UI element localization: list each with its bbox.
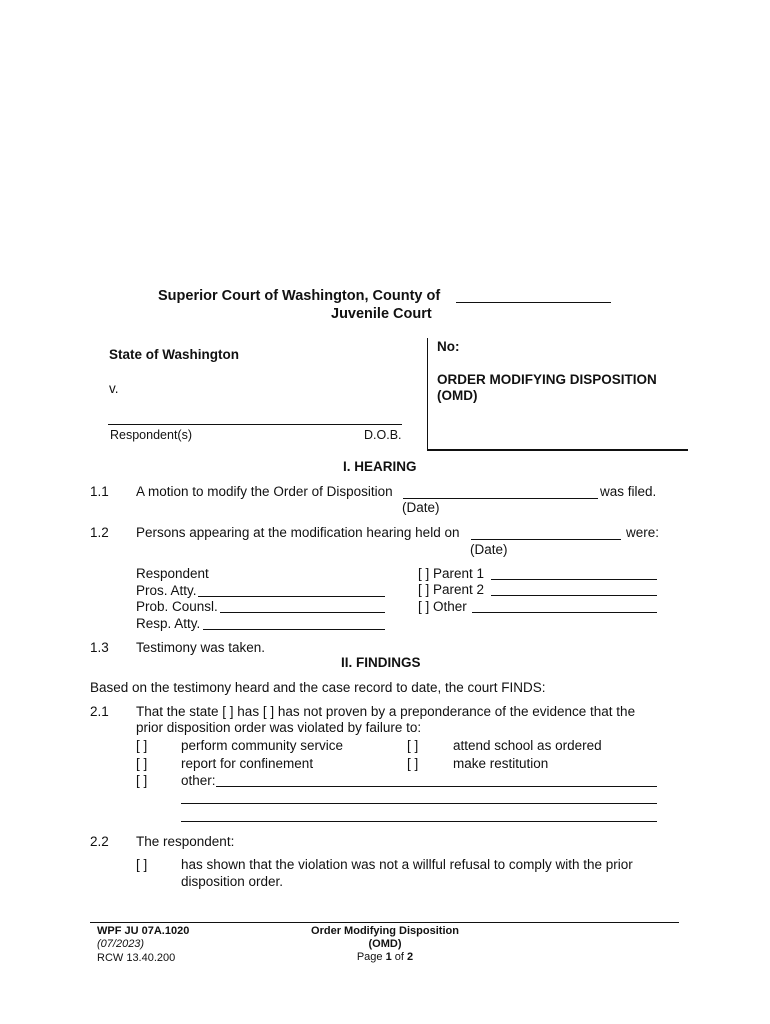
confinement-checkbox[interactable]: [ ] [136,756,148,771]
person-resp-atty: Resp. Atty. [136,616,201,631]
item-1-2-number: 1.2 [90,525,109,540]
item-1-1-number: 1.1 [90,484,109,499]
restitution-label: make restitution [453,756,549,771]
other-violation-blank-1[interactable] [216,786,657,787]
form-id: WPF JU 07A.1020 [97,925,190,937]
not-willful-label: has shown that the violation was not a willful refusal to comply with the prior [181,857,633,872]
person-pros-atty: Pros. Atty. [136,583,197,598]
community-service-label: perform community service [181,738,344,753]
court-heading: Superior Court of Washington, County of [158,288,441,304]
footer-form-title: Order Modifying Disposition [311,925,459,937]
county-blank[interactable] [456,302,611,303]
motion-date-blank[interactable] [403,498,598,499]
confinement-label: report for confinement [181,756,314,771]
parent-1-checkbox[interactable]: [ ] Parent 1 [418,566,485,581]
pros-atty-blank[interactable] [198,596,385,597]
dob-label: D.O.B. [364,428,402,442]
item-1-3-number: 1.3 [90,640,109,655]
parent-2-checkbox[interactable]: [ ] Parent 2 [418,582,485,597]
other-violation-blank-2[interactable] [181,803,657,804]
item-1-2-after: were: [626,525,660,540]
state-label: State of Washington [109,347,239,362]
footer-form-abbrev: (OMD) [368,938,402,950]
rcw-citation: RCW 13.40.200 [97,952,176,964]
other-violation-blank-3[interactable] [181,821,657,822]
other-checkbox[interactable]: [ ] Other [418,599,467,614]
not-willful-label-cont: disposition order. [181,874,284,889]
versus-label: v. [109,381,119,396]
court-subheading: Juvenile Court [331,306,432,322]
attend-school-label: attend school as ordered [453,738,602,753]
parent-1-blank[interactable] [491,579,657,580]
restitution-checkbox[interactable]: [ ] [407,756,419,771]
case-number-label: No: [437,339,460,354]
respondent-label: Respondent(s) [110,428,192,442]
item-2-1-number: 2.1 [90,704,109,719]
community-service-checkbox[interactable]: [ ] [136,738,148,753]
item-2-1-text: That the state [ ] has [ ] has not proven by a preponderance of the evidence that the [136,704,636,719]
other-violation-label: other: [181,773,216,788]
parent-2-blank[interactable] [491,595,657,596]
prob-counsl-blank[interactable] [220,612,385,613]
item-2-1-text-cont: prior disposition order was violated by failure to: [136,720,422,735]
item-2-2-text: The respondent: [136,834,235,849]
hearing-heading: I. HEARING [343,459,417,474]
person-respondent: Respondent [136,566,209,581]
other-violation-checkbox[interactable]: [ ] [136,773,148,788]
motion-date-label: (Date) [402,500,440,515]
document-title: ORDER MODIFYING DISPOSITION [437,372,657,387]
page-indicator: Page 1 of 2 [356,951,414,963]
not-willful-checkbox[interactable]: [ ] [136,857,148,872]
hearing-date-blank[interactable] [471,539,621,540]
item-2-2-number: 2.2 [90,834,109,849]
item-1-1-text: A motion to modify the Order of Disposition [136,484,393,499]
caption-bottom-rule [427,449,688,451]
other-blank[interactable] [472,612,657,613]
findings-intro: Based on the testimony heard and the case record to date, the court FINDS: [90,680,546,695]
respondent-blank[interactable] [108,424,402,425]
document-title-abbrev: (OMD) [437,388,478,403]
item-1-2-text: Persons appearing at the modification hearing held on [136,525,460,540]
caption-divider [427,338,428,450]
footer-rule [90,922,679,923]
attend-school-checkbox[interactable]: [ ] [407,738,419,753]
item-1-3-text: Testimony was taken. [136,640,266,655]
item-1-1-after: was filed. [600,484,657,499]
hearing-date-label: (Date) [470,542,508,557]
resp-atty-blank[interactable] [203,629,385,630]
form-date: (07/2023) [97,938,145,950]
findings-heading: II. FINDINGS [341,655,421,670]
person-prob-counsl: Prob. Counsl. [136,599,218,614]
